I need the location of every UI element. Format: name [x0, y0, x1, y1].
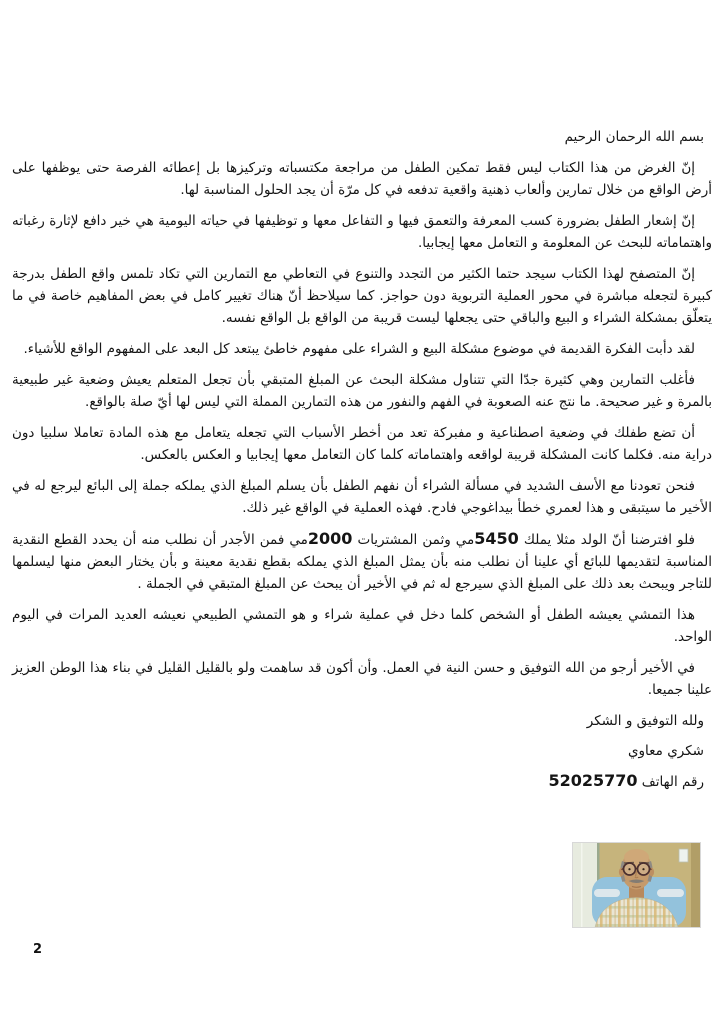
photo-chair-arm-right	[657, 889, 684, 897]
photo-eye-left	[628, 868, 630, 870]
photo-eye-right	[642, 868, 644, 870]
amount-owned-value: 5450	[474, 529, 519, 548]
paragraph-artificial-situation: أن تضع طفلك في وضعية اصطناعية و مفبركة تعد من أخطر الأسباب التي تجعله يتعامل مع هذه المادة تعاملا سلبيا دون دراية منه. فكلما كانت المشكلة قريبة لواقعه واهتماماته كلما كان التعامل معها إيجابيا و العكس بالعكس.	[12, 425, 712, 463]
paragraph-exercises: فأغلب التمارين وهي كثيرة جدّا التي تتناول مشكلة البحث عن المبلغ المتبقي بأن تجعل المتعلم يعيش وضعية غير طبيعية بالمرة و غير صحيحة. ما نتج عنه الصعوبة في الفهم والنفور من هذه التمارين المملة التي ليس لها أيّ صلة بالواقع.	[12, 372, 712, 410]
paragraph-motivation: إنّ إشعار الطفل بضرورة كسب المعرفة والتعمق فيها و التفاعل معها و توظيفها في حياته اليومية هي خير دافع لإثارة رغباته واهتماماته للبحث عن المعلومة و التعامل معها إيجابيا.	[12, 213, 712, 251]
phone-line	[12, 770, 712, 793]
phone-number: 52025770	[548, 771, 638, 790]
paragraph-text-part: فلو افترضنا أنّ الولد مثلا يملك	[518, 532, 695, 548]
photo-wall-fixture	[679, 849, 688, 862]
paragraph-purpose: إنّ الغرض من هذا الكتاب ليس فقط تمكين الطفل من مراجعة مكتسباته وتركيزها بل إعطائه الفرصة حتى يوظفها على أرض الواقع من خلال تمارين وألعاب ذهنية واقعية تدفعه في كل مرّة أن يجد الحلول المناسبة لها.	[12, 160, 712, 198]
paragraph-text-part: مي فمن الأجدر أن نطلب منه أن يحدد القطع النقدية المناسبة لتقديمها للبائع أي علينا أن نطلب منه بأن يمثل المبلغ الذي يملكه بقطع نقدية معينة و بأن يختار البعض منها ليسلمها للتاجر ويبحث بعد ذلك على المبلغ الذي سيرجع له ثم في الأخير أن يبحث عن المبلغ المتبقي في الجملة .	[12, 532, 712, 592]
amount-purchase-value: 2000	[307, 529, 353, 548]
author-name: شكري معاوي	[627, 743, 704, 759]
basmala-line: بسم الله الرحمان الرحيم	[564, 129, 704, 145]
paragraph-book-overview: إنّ المتصفح لهذا الكتاب سيجد حتما الكثير من التجدد والتنوع في التعاطي مع التمارين التي تكاد تلمس واقع الطفل بدرجة كبيرة لتجعله مباشرة في محور العملية التربوية دون حواجز. كما سيلاحظ أنّ هناك تغيير كامل في بعض المفاهيم خاصة في ما يتعلّق بمشكلة الشراء و البيع والباقي حتى يجعلها ليست قريبة من الواقع بل الواقع نفسه.	[12, 266, 712, 326]
paragraph-old-idea: لقد دأبت الفكرة القديمة في موضوع مشكلة البيع و الشراء على مفهوم خاطئ يبتعد كل البعد على المفهوم الواقع للأشياء.	[23, 341, 695, 357]
author-photo	[573, 843, 700, 927]
photo-chair-arm-left	[594, 889, 620, 897]
document-body	[12, 126, 712, 801]
photo-wall-shade	[691, 843, 700, 927]
paragraph-example-amounts	[12, 528, 712, 595]
paragraph-text-part: مي وثمن المشتريات	[352, 532, 475, 548]
page-number: 2	[33, 942, 43, 957]
photo-door-line	[581, 843, 583, 927]
paragraph-final-wish: في الأخير أرجو من الله التوفيق و حسن النية في العمل. وأن أكون قد ساهمت ولو بالقليل القليل في بناء هذا الوطن العزيز علينا جميعا.	[12, 660, 712, 698]
phone-label: رقم الهاتف	[637, 774, 704, 790]
paragraph-daily-process: هذا التمشي يعيشه الطفل أو الشخص كلما دخل في عملية شراء و هو التمشي الطبيعي نعيشه العديد المرات في اليوم الواحد.	[12, 607, 712, 645]
closing-line: ولله التوفيق و الشكر	[586, 713, 704, 729]
author-photo-graphic	[573, 843, 700, 927]
paragraph-buying-habit: فنحن تعودنا مع الأسف الشديد في مسألة الشراء أن نفهم الطفل بأن يسلم المبلغ الذي يملكه جملة إلى البائع ليرجع له في الأخير ما سيتبقى و هذا لعمري خطأ بيداغوجي فادح. فهذه العملية في الواقع غير ذلك.	[12, 478, 712, 516]
